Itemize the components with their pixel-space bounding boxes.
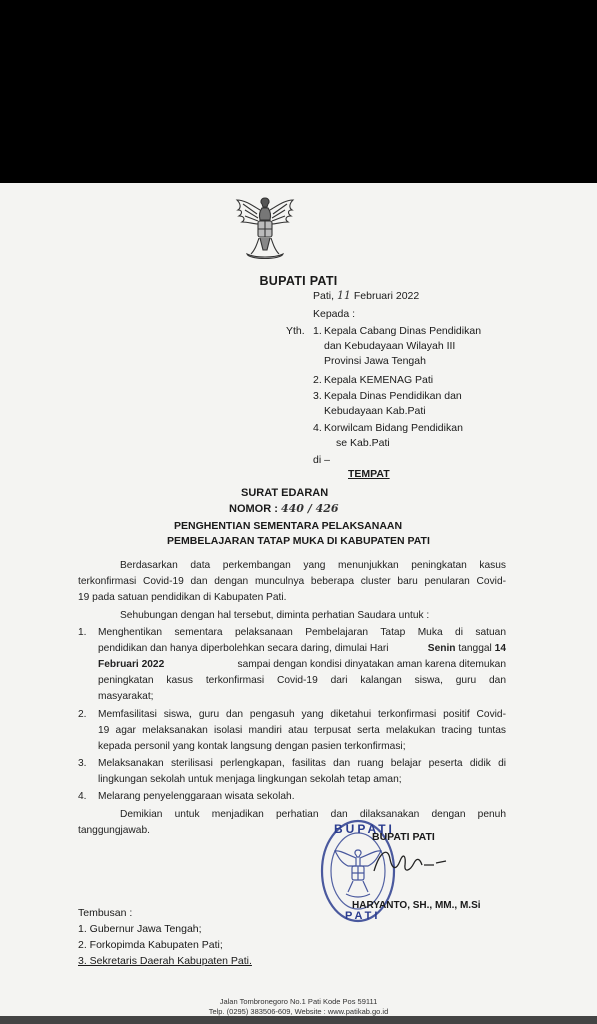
signatory-name: HARYANTO, SH., MM., M.Si: [352, 900, 481, 911]
para1-line1: Berdasarkan data perkembangan yang menunjukkan peningkatan kasus: [120, 560, 506, 571]
recipient-1-line1: Kepala Cabang Dinas Pendidikan: [324, 325, 482, 337]
circular-subject-line2: PEMBELAJARAN TATAP MUKA DI KABUPATEN PATI: [167, 535, 430, 547]
recipient-4-num: 4.: [313, 422, 322, 434]
point2-line2: 19 agar melaksanakan isolasi mandiri atau terpusat serta melakukan tracing tuntas: [98, 725, 506, 736]
recipient-2-num: 2.: [313, 374, 322, 386]
point3-line1: Melaksanakan sterilisasi perlengkapan, fasilitas dan ruang belajar peserta didik di: [98, 758, 506, 769]
recipients-di: di –: [313, 454, 330, 466]
point1-line5: masyarakat;: [98, 691, 154, 702]
handwritten-signature-icon: [370, 841, 450, 881]
footer-contact: Telp. (0295) 383506-609, Website : www.patikab.go.id: [208, 1007, 389, 1016]
point2-line1: Memfasilitasi siswa, guru dan pengasuh yang diketahui terkonfirmasi positif Covid-: [98, 709, 506, 720]
para1-line2: terkonfirmasi Covid-19 dan dengan munculnya beberapa cluster baru penularan Covid-: [78, 576, 506, 587]
letter-page: [0, 183, 597, 1024]
footer-address: Jalan Tombronegoro No.1 Pati Kode Pos 59111: [219, 997, 378, 1006]
point1-line2: pendidikan dan hanya diperbolehkan secara daring, dimulai Hari Senin tanggal 14: [98, 643, 506, 654]
handwritten-day: 11: [336, 289, 351, 302]
recipient-3-line1: Kepala Dinas Pendidikan dan: [324, 390, 462, 402]
recipient-3-num: 3.: [313, 390, 322, 402]
recipient-4-line1: Korwilcam Bidang Pendidikan: [324, 422, 463, 434]
point3-num: 3.: [78, 758, 87, 769]
circular-heading: SURAT EDARAN: [241, 487, 329, 499]
recipients-yth: Yth.: [286, 325, 305, 337]
point1-line3: Februari 2022 sampai dengan kondisi dinyatakan aman karena ditemukan: [98, 659, 506, 670]
copies-label: Tembusan :: [78, 907, 133, 919]
bottom-strip: [0, 1016, 597, 1024]
copies-item-2: 2. Forkopimda Kabupaten Pati;: [78, 939, 223, 951]
point4-line1: Melarang penyelenggaraan wisata sekolah.: [98, 791, 295, 802]
copies-item-1: 1. Gubernur Jawa Tengah;: [78, 923, 202, 935]
closing-line2: tanggungjawab.: [78, 825, 150, 836]
stamp-bottom-text: PATI: [345, 910, 381, 922]
handwritten-number: 440 / 426: [280, 502, 339, 515]
closing-line1: Demikian untuk menjadikan perhatian dan dilaksanakan dengan penuh: [120, 809, 506, 820]
recipient-3-line2: Kebudayaan Kab.Pati: [324, 405, 426, 417]
copies-item-3: 3. Sekretaris Daerah Kabupaten Pati.: [78, 955, 252, 967]
letter-date: Pati, 11 Februari 2022: [313, 289, 420, 302]
recipient-4-line2: se Kab.Pati: [336, 437, 390, 449]
recipients-place: TEMPAT: [348, 468, 390, 480]
signature-title: BUPATI PATI: [372, 831, 435, 843]
recipients-intro: Kepada :: [313, 308, 356, 320]
top-black-band: [0, 0, 597, 183]
recipient-2-line1: Kepala KEMENAG Pati: [324, 374, 434, 386]
point2-num: 2.: [78, 709, 87, 720]
point1-line1: Menghentikan sementara pelaksanaan Pembelajaran Tatap Muka di satuan: [98, 627, 506, 638]
circular-number: NOMOR : 440 / 426: [229, 502, 339, 515]
point1-num: 1.: [78, 627, 87, 638]
stamp-top-text: BUPATI: [334, 822, 395, 836]
point2-line3: kepada personil yang kontak langsung dengan pasien terkonfirmasi;: [98, 741, 406, 752]
point1-line4: peningkatan kasus terkonfirmasi Covid-19 dari kalangan siswa, guru dan: [98, 675, 506, 686]
point3-line2: lingkungan sekolah untuk menjaga lingkungan sekolah tetap aman;: [98, 774, 402, 785]
letterhead-title: BUPATI PATI: [259, 274, 338, 288]
recipient-1-line3: Provinsi Jawa Tengah: [324, 355, 426, 367]
recipient-1-line2: dan Kebudayaan Wilayah III: [324, 340, 456, 352]
para1-line3: 19 pada satuan pendidikan di Kabupaten Pati.: [78, 592, 287, 603]
circular-subject-line1: PENGHENTIAN SEMENTARA PELAKSANAAN: [174, 520, 403, 532]
point4-num: 4.: [78, 791, 87, 802]
garuda-emblem-icon: [233, 194, 297, 264]
recipient-1-num: 1.: [313, 325, 322, 337]
para2: Sehubungan dengan hal tersebut, diminta perhatian Saudara untuk :: [120, 610, 430, 621]
